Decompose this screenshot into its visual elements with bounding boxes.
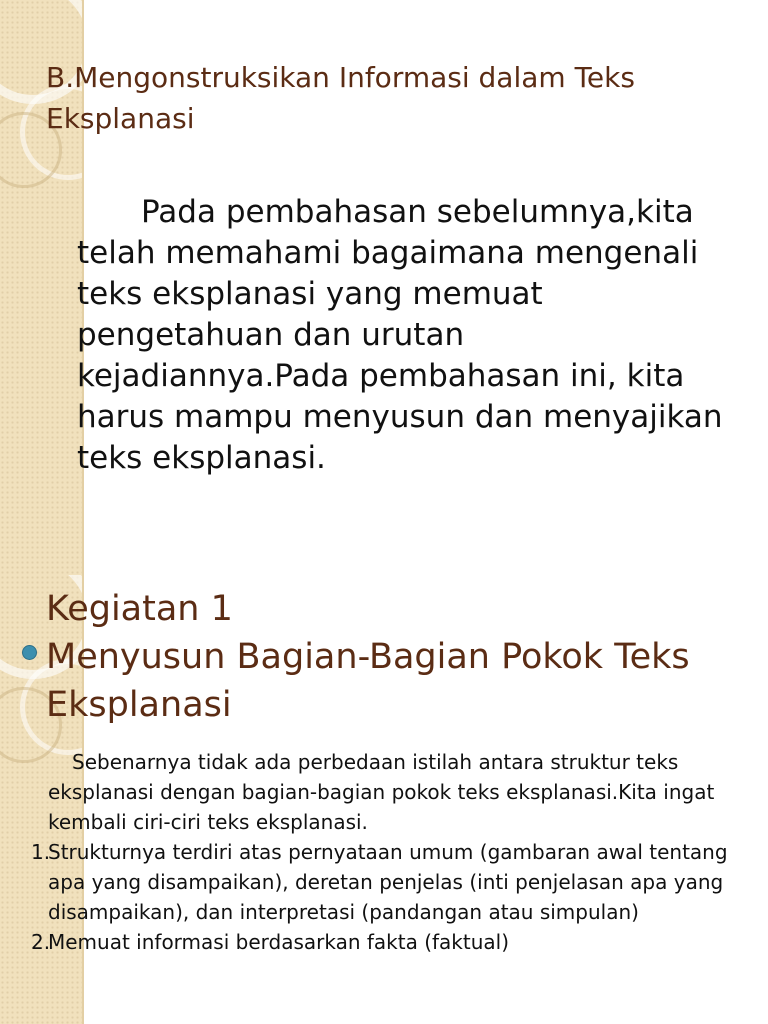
list-item-number: 2. bbox=[31, 930, 51, 954]
list-item-text: Strukturnya terdiri atas pernyataan umum (gambaran awal tentang apa yang disampaikan), deretan penjelas (inti penjelasan apa yang disampaikan), dan interpretasi (pandangan atau simpulan) bbox=[48, 840, 728, 924]
slide-paragraph: Pada pembahasan sebelumnya,kita telah memahami bagaimana mengenali teks eksplanasi yang memuat pengetahuan dan urutan kejadiannya.Pada pembahasan ini, kita harus mampu menyusun dan menyajikan teks eksplanasi. bbox=[77, 194, 723, 476]
list-item bbox=[31, 927, 748, 957]
list-item-text: Memuat informasi berdasarkan fakta (faktual) bbox=[48, 930, 510, 954]
slide-title-line-2: Menyusun Bagian-Bagian Pokok Teks Eksplanasi bbox=[46, 637, 690, 725]
list-item-number: 1. bbox=[31, 840, 51, 864]
bullet-icon bbox=[23, 646, 36, 659]
characteristics-list bbox=[31, 837, 748, 957]
intro-paragraph: Sebenarnya tidak ada perbedaan istilah antara struktur teks eksplanasi dengan bagian-bagian pokok teks eksplanasi.Kita ingat kembali ciri-ciri teks eksplanasi. bbox=[48, 750, 715, 834]
slide-title: B.Mengonstruksikan Informasi dalam Teks Eksplanasi bbox=[46, 61, 635, 135]
slide-2 bbox=[0, 575, 768, 1024]
slide-title bbox=[46, 585, 746, 729]
list-item bbox=[31, 837, 748, 927]
slide-body bbox=[31, 747, 748, 957]
slide-title-line-1: Kegiatan 1 bbox=[46, 589, 233, 629]
